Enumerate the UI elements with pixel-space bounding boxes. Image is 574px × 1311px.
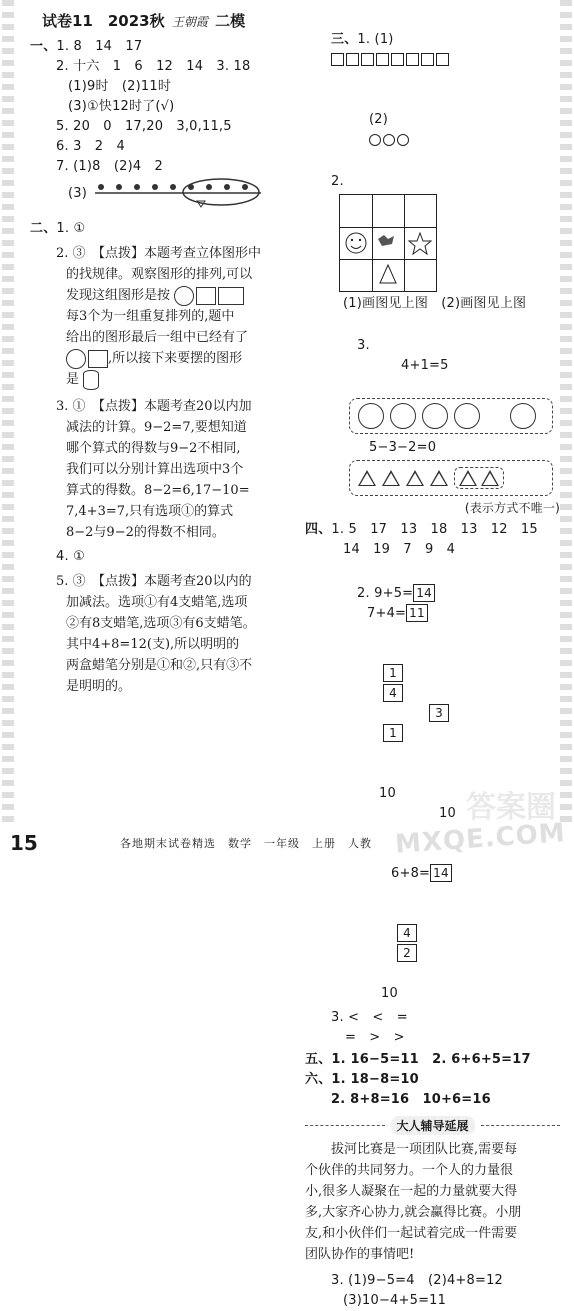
extension-title: 大人辅导延展 — [391, 1116, 475, 1135]
section-1-q1 — [30, 37, 292, 57]
title-subtitle: 二模 — [215, 12, 246, 30]
q3-3-circle-box — [349, 398, 553, 434]
q1-1-text: 1. 8 14 17 — [56, 39, 143, 54]
q7-3: 3. (1)9−5=4 (2)4+8=12 — [331, 1273, 504, 1288]
triangle-shape-icon — [406, 470, 424, 486]
q3-1a-square-row — [331, 53, 449, 66]
page-footer — [0, 826, 574, 860]
circle-shape-icon — [369, 134, 381, 146]
footer-book-info: 各地期末试卷精选 数学 一年级 上册 人教 — [120, 837, 372, 850]
sphere-shape-icon-2 — [66, 349, 86, 369]
triangle-icon — [380, 265, 396, 283]
section-2-label: 二、 — [30, 221, 57, 236]
square-shape-icon — [406, 53, 419, 66]
right-column — [305, 10, 560, 1311]
ten-label: 10 — [439, 806, 456, 821]
square-shape-icon — [331, 53, 344, 66]
q4-2c-equation: 6+8= — [391, 866, 431, 881]
q2-2-line5 — [56, 348, 292, 369]
q2-1-text: 1. ① — [56, 221, 86, 236]
left-column — [30, 10, 292, 697]
q2-3-line4: 算式的得数。8−2=6,17−10= — [66, 483, 250, 498]
q4-3b: = > > — [345, 1030, 405, 1045]
q2-5-line5: 是明明的。 — [66, 679, 132, 694]
section-1-label: 一、 — [30, 39, 57, 54]
left-decorative-border — [2, 0, 14, 826]
cylinder-shape-icon — [83, 370, 99, 390]
extension-line-3: 小,很多人凝聚在一起的力量就要大得 — [305, 1184, 518, 1199]
q3-3-triangle-box — [349, 460, 553, 496]
section-6-q2: 2. 8+8=16 10+6=16 — [331, 1092, 491, 1107]
q1-2a: (1)9时 (2)11时 — [68, 79, 172, 94]
q2-3-line1: 减法的计算。9−2=7,要想知道 — [66, 420, 247, 435]
q3-1a-label: 1. (1) — [357, 32, 394, 47]
q3-2: 2. — [331, 174, 344, 189]
dashed-divider — [305, 1125, 385, 1126]
q3-2-grid — [339, 194, 437, 292]
section-6: 六、1. 18−8=10 — [305, 1072, 419, 1087]
square-shape-icon — [361, 53, 374, 66]
split-box: 3 — [429, 704, 449, 722]
q2-2-line2-text: 发现这组图形是按 — [66, 288, 171, 303]
square-shape-icon — [346, 53, 359, 66]
square-shape-icon — [421, 53, 434, 66]
square-shape-icon — [391, 53, 404, 66]
answer-box: 11 — [406, 604, 428, 622]
q4-2-split-row2 — [305, 904, 560, 984]
q4-1a-text: 1. 5 17 13 18 13 12 15 — [331, 522, 538, 537]
q1-7b — [30, 177, 292, 211]
q2-5-line1: 加减法。选项①有4支蜡笔,选项 — [66, 595, 248, 610]
q1-7: 7. (1)8 (2)4 2 — [56, 159, 163, 174]
circle-shape-icon — [390, 403, 416, 429]
q2-3-head: 3. ① 【点拨】本题考查20以内加 — [56, 399, 252, 414]
q4-2a-equation: 2. 9+5= — [357, 586, 414, 601]
q2-2-line2 — [56, 285, 292, 306]
tug-of-war-figures — [91, 177, 281, 211]
q2-5-line3: 其中4+8=12(支),所以明明的 — [66, 637, 240, 652]
circle-shape-icon — [397, 134, 409, 146]
q2-2-block — [30, 243, 292, 390]
star-icon — [409, 233, 431, 254]
cuboid-shape-icon — [218, 287, 244, 305]
q1-5: 5. 20 0 17,20 3,0,11,5 — [56, 119, 232, 134]
section-2-q1 — [30, 219, 292, 239]
q4-3a: 3. < < = — [331, 1010, 408, 1025]
q3-3-equation-2: 5−3−2=0 — [369, 440, 437, 455]
title-text: 试卷11 2023秋 — [42, 12, 165, 30]
q2-3-line3: 我们可以分别计算出选项中3个 — [66, 462, 244, 477]
split-box: 1 — [383, 724, 403, 742]
q2-2-line6 — [56, 369, 292, 390]
section-3-label: 三、 — [331, 32, 358, 47]
paper-title — [42, 10, 292, 33]
extension-header — [305, 1116, 560, 1135]
q1-2: 2. 十六 1 6 12 14 3. 18 — [56, 59, 251, 74]
signature-name: 王朝霞 — [171, 15, 208, 29]
extension-line-1: 拔河比赛是一项团队比赛,需要每 — [331, 1142, 518, 1157]
triangle-shape-icon — [430, 470, 448, 486]
answer-box: 14 — [413, 584, 435, 602]
circle-shape-icon — [383, 134, 395, 146]
cube-shape-icon-2 — [88, 350, 108, 368]
smiley-face-icon — [346, 233, 366, 253]
q2-2-line4: 给出的图形最后一组中已经有了 — [66, 330, 249, 345]
answer-box: 14 — [430, 864, 452, 882]
triangle-shape-icon — [358, 470, 376, 486]
circle-shape-icon — [422, 403, 448, 429]
split-box: 2 — [397, 944, 417, 962]
q3-3-equation-1: 4+1=5 — [401, 358, 449, 373]
q3-3-label: 3. — [357, 338, 370, 353]
q1-6: 6. 3 2 4 — [56, 139, 125, 154]
square-shape-icon — [376, 53, 389, 66]
dashed-divider — [481, 1125, 561, 1126]
q7-3b: (3)10−4+5=11 — [343, 1293, 447, 1308]
q3-3 — [305, 316, 560, 396]
q4-2b-equation: 7+4= — [367, 606, 407, 621]
q3-2-caption: (1)画图见上图 (2)画图见上图 — [343, 296, 527, 311]
q2-5-line4: 两盒蜡笔分别是①和②,只有③不 — [66, 658, 253, 673]
q2-3-line5: 7,4+3=7,只有选项①的算式 — [66, 504, 234, 519]
q2-3-block — [30, 396, 292, 543]
q3-1a — [305, 10, 560, 90]
q3-note: (表示方式不唯一) — [464, 501, 560, 515]
grid-drawings — [340, 195, 436, 291]
right-decorative-border — [560, 0, 572, 826]
q2-2-line6-text: 是 — [66, 372, 80, 387]
q4-1b: 14 19 7 9 4 — [343, 542, 456, 557]
q3-1b — [305, 90, 560, 170]
q2-2-head: 2. ③ 【点拨】本题考查立体图形中 — [56, 246, 262, 261]
q2-3-line6: 8−2与9−2的得数不相同。 — [66, 525, 225, 540]
cube-shape-icon — [196, 287, 216, 305]
extension-line-4: 多,大家齐心协力,就会赢得比赛。小朋 — [305, 1205, 522, 1220]
q1-2b: (3)①快12时了(√) — [68, 99, 175, 114]
section-5: 五、1. 16−5=11 2. 6+6+5=17 — [305, 1052, 531, 1067]
extension-line-2: 个伙伴的共同努力。一个人的力量很 — [305, 1163, 514, 1178]
ten-label: 10 — [379, 786, 396, 801]
extension-line-6: 团队协作的事情吧! — [305, 1247, 415, 1262]
q4-1a — [305, 520, 560, 540]
watermark-url-text: MXQE.COM — [394, 818, 567, 860]
section-4-label: 四、 — [305, 522, 332, 537]
q4-2-split-row1 — [305, 644, 560, 764]
extension-line-5: 友,和小伙伴们一起试着完成一件需要 — [305, 1226, 518, 1241]
q2-5-line2: ②有8支蜡笔,选项③有6支蜡笔。 — [66, 616, 256, 631]
sphere-shape-icon — [174, 286, 194, 306]
q3-1b-circle-row — [369, 132, 411, 147]
triangle-shape-icon — [459, 470, 477, 486]
q2-5-block — [30, 571, 292, 697]
page-number: 15 — [10, 831, 38, 855]
q2-2-line1: 的找规律。观察图形的排列,可以 — [66, 267, 253, 282]
split-box: 1 — [383, 664, 403, 682]
q4-2-row1 — [305, 564, 560, 644]
triangle-shape-icon — [382, 470, 400, 486]
q2-3-line2: 哪个算式的得数与9−2不相同, — [66, 441, 241, 456]
bird-icon — [378, 235, 394, 246]
triangle-shape-icon — [481, 470, 499, 486]
square-shape-icon — [436, 53, 449, 66]
circle-shape-icon — [454, 403, 480, 429]
circle-shape-icon — [510, 403, 536, 429]
q2-5-head: 5. ③ 【点拨】本题考查20以内的 — [56, 574, 252, 589]
q1-7b-label: (3) — [68, 186, 88, 201]
circle-shape-icon — [358, 403, 384, 429]
extension-paragraph-cont — [305, 1160, 560, 1265]
q4-2-ten-row2: 10 — [381, 986, 398, 1001]
split-box: 4 — [383, 684, 403, 702]
q2-4: 4. ① — [56, 549, 85, 564]
split-box: 4 — [397, 924, 417, 942]
extension-paragraph — [305, 1139, 560, 1160]
q2-2-line5-text: ,所以接下来要摆的图形 — [108, 351, 243, 366]
grouped-triangles — [454, 467, 504, 489]
q3-1b-label: (2) — [369, 112, 389, 127]
q2-2-line3: 每3个为一组重复排列的,题中 — [66, 309, 235, 324]
watermark-logo-text: 答案圈 — [466, 790, 556, 825]
